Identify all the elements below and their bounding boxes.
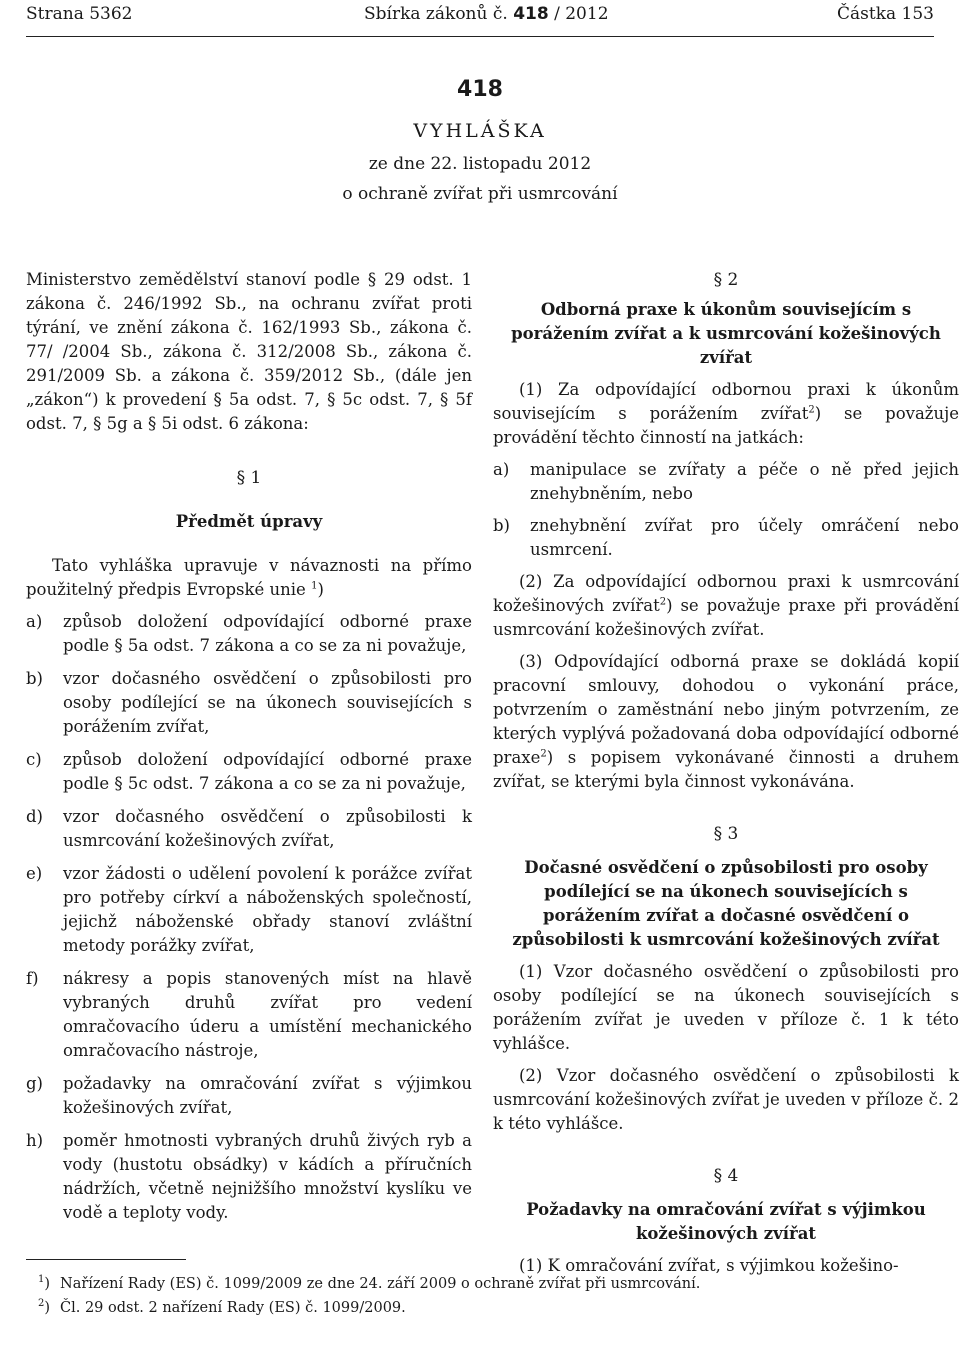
section-2-paragraph-2: (2) Za odpovídající odbornou praxi k usmrcování kožešinových zvířat$^2$) se považuje praxe při provádění usmrcování kožešinových zvířat. xyxy=(493,572,959,639)
list-item: f) nákresy a popis stanovených míst na hlavě vybraných druhů zvířat pro vedení omračovacího úderu a umístění mechanického omračovacího nástroje, xyxy=(26,969,472,1060)
list-item: e) vzor žádosti o udělení povolení k porážce zvířat pro potřeby církví a náboženských společností, jejichž náboženské obřady stanoví zvláštní metody porážky zvířat, xyxy=(26,864,472,955)
section-2-mark: § 2 xyxy=(713,270,739,290)
document-type: VYHLÁŠKA xyxy=(413,120,547,142)
list-item: g) požadavky na omračování zvířat s výjimkou kožešinových zvířat, xyxy=(26,1074,472,1117)
title-block xyxy=(0,76,960,206)
list-item: b) vzor dočasného osvědčení o způsobilosti pro osoby podílející se na úkonech souvisejících s porážením zvířat, xyxy=(26,669,472,736)
footnote-divider xyxy=(26,1259,186,1260)
part-number: Částka 153 xyxy=(837,4,934,24)
collection-label: Sbírka zákonů č. 418 / 2012 xyxy=(364,4,609,24)
collection-number: 418 xyxy=(513,4,549,24)
document-date: ze dne 22. listopadu 2012 xyxy=(368,154,592,174)
intro-paragraph: Ministerstvo zemědělství stanoví podle § 29 odst. 1 zákona č. 246/1992 Sb., na ochranu zvířat proti týrání, ve znění zákona č. 162/1993 Sb., zákona č. 77/ /2004 Sb., zákona č. 312/2008 Sb., zákona č. 291/2009 Sb. a zákona č. 359/2012 Sb., (dále jen „zákon“) k provedení § 5a odst. 7, § 5c odst. 7, § 5f odst. 7, § 5g a § 5i odst. 6 zákona: xyxy=(26,270,472,433)
section-4-title: Požadavky na omračování zvířat s výjimkou kožešinových zvířat xyxy=(526,1200,926,1243)
list-item: a) manipulace se zvířaty a péče o ně před jejich znehybněním, nebo xyxy=(493,460,959,503)
footnote-ref: 2 xyxy=(540,748,547,760)
document-subject: o ochraně zvířat při usmrcování xyxy=(342,184,618,204)
section-1-title: Předmět úpravy xyxy=(175,512,323,531)
list-item: d) vzor dočasného osvědčení o způsobilosti k usmrcování kožešinových zvířat, xyxy=(26,807,472,850)
footnote-ref: 1 xyxy=(311,580,318,592)
list-item: c) způsob doložení odpovídající odborné praxe podle § 5c odst. 7 zákona a co se za ni považuje, xyxy=(26,750,472,793)
footnotes xyxy=(26,1272,934,1320)
list-item: a) způsob doložení odpovídající odborné praxe podle § 5a odst. 7 zákona a co se za ni považuje, xyxy=(26,612,472,655)
footnote: $^2$) Čl. 29 odst. 2 nařízení Rady (ES) č. 1099/2009. xyxy=(38,1298,406,1316)
list-item: b) znehybnění zvířat pro účely omráčení nebo usmrcení. xyxy=(493,516,959,559)
section-4-paragraph-1: (1) K omračování zvířat, s výjimkou kožešino- xyxy=(519,1256,899,1275)
page-number: Strana 5362 xyxy=(26,4,133,24)
section-1-mark: § 1 xyxy=(236,468,262,488)
right-column xyxy=(493,268,959,1278)
running-header xyxy=(26,4,934,28)
section-3-paragraph-2: (2) Vzor dočasného osvědčení o způsobilosti k usmrcování kožešinových zvířat je uveden v příloze č. 2 k této vyhlášce. xyxy=(493,1066,959,1133)
section-2-title: Odborná praxe k úkonům souvisejícím s porážením zvířat a k usmrcování kožešinových zvířat xyxy=(511,300,941,367)
footnote-ref: 2 xyxy=(659,596,667,608)
section-2-list xyxy=(493,458,959,562)
header-divider xyxy=(26,36,934,37)
list-item: h) poměr hmotnosti vybraných druhů živých ryb a vody (hustotu obsádky) v kádích a příručních nádržích, včetně nejnižšího množství kyslíku ve vodě a teploty vody. xyxy=(26,1131,472,1222)
section-2-paragraph-1: (1) Za odpovídající odbornou praxi k úkonům souvisejícím s porážením zvířat$^2$) se považuje provádění těchto činností na jatkách: xyxy=(493,380,959,447)
section-3-title: Dočasné osvědčení o způsobilosti pro osoby podílející se na úkonech souvisejících s porážením zvířat a dočasné osvědčení o způsobilosti k usmrcování kožešinových zvířat xyxy=(512,858,940,949)
section-1-lead: Tato vyhláška upravuje v návaznosti na přímo použitelný předpis Evropské unie $^1$) xyxy=(26,556,472,599)
footnote: $^1$) Nařízení Rady (ES) č. 1099/2009 ze dne 24. září 2009 o ochraně zvířat při usmrcování. xyxy=(38,1274,701,1292)
footnote-ref: 2 xyxy=(808,404,815,416)
section-3-mark: § 3 xyxy=(713,824,739,844)
section-3-paragraph-1: (1) Vzor dočasného osvědčení o způsobilosti pro osoby podílející se na úkonech souvisejících s porážením zvířat je uveden v příloze č. 1 k této vyhlášce. xyxy=(493,962,959,1053)
section-4-mark: § 4 xyxy=(713,1166,739,1186)
section-2-paragraph-3: (3) Odpovídající odborná praxe se dokládá kopií pracovní smlouvy, dohodou o vykonání práce, potvrzením o zaměstnání nebo jiným potvrzením, ze kterých vyplývá požadovaná doba odpovídající odborné praxe$^2$) s popisem vykonávané činnosti a druhem zvířat, se kterými byla činnost vykonávána. xyxy=(493,652,959,791)
left-column xyxy=(26,268,472,1225)
document-number: 418 xyxy=(457,77,503,102)
section-1-list xyxy=(26,610,472,1225)
collection-year: / 2012 xyxy=(554,4,609,24)
